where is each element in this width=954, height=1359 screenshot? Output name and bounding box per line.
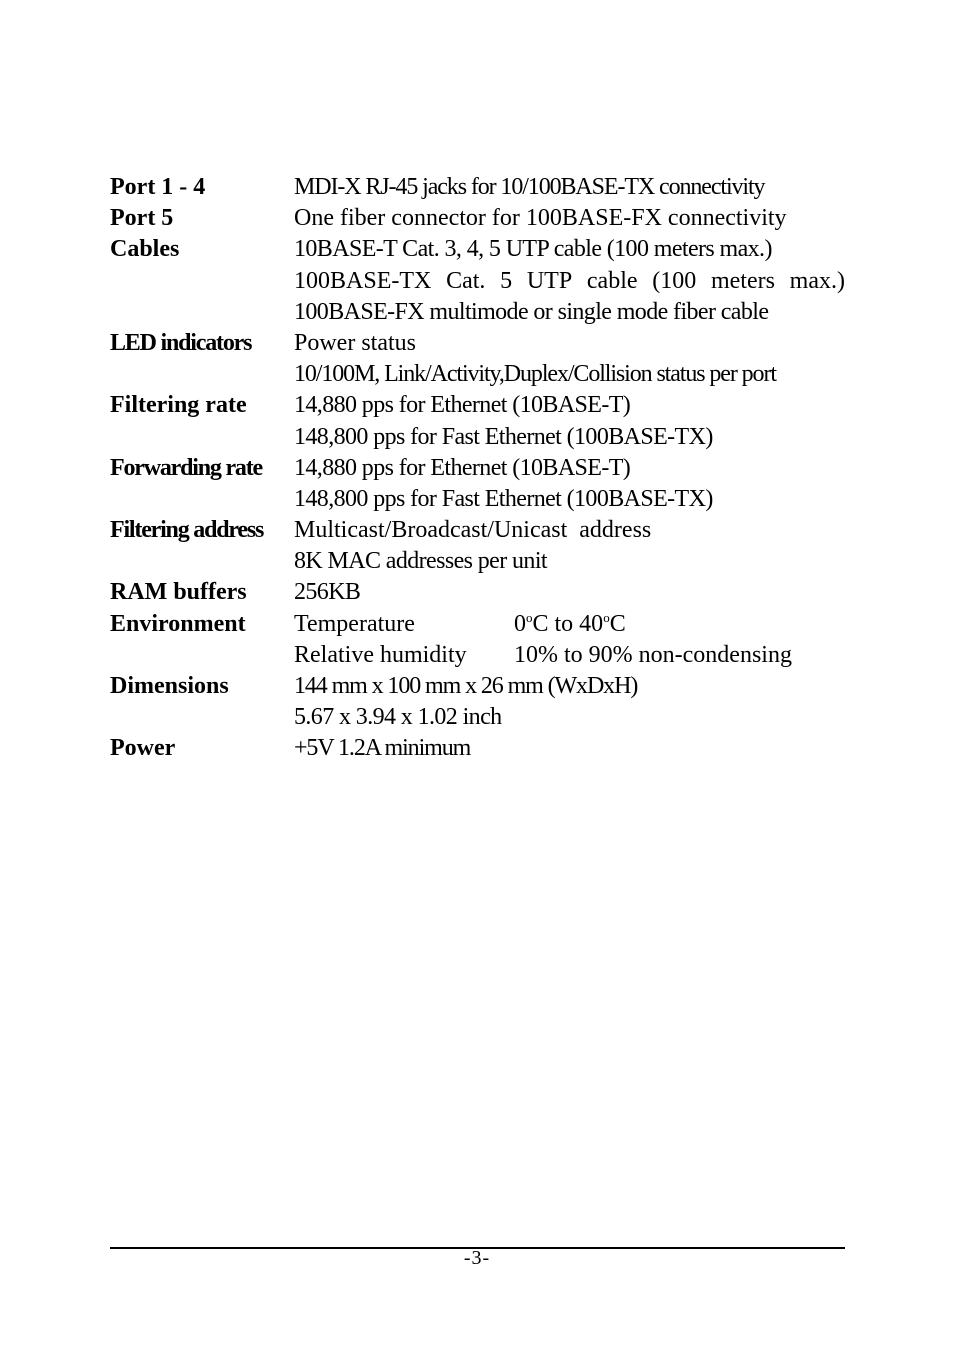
spec-word: 100BASE-TX <box>294 267 432 294</box>
spec-row-power <box>110 733 850 764</box>
spec-row-filtering-address <box>110 515 850 546</box>
spec-row-environment-cont <box>110 640 850 671</box>
spec-value: 5.67 x 3.94 x 1.02 inch <box>294 704 502 731</box>
spec-label: Power <box>110 735 176 762</box>
spec-value: 148,800 pps for Fast Ethernet (100BASE-TX) <box>294 423 713 450</box>
page-number: -3- <box>463 1247 491 1269</box>
spec-row-dimensions <box>110 671 850 702</box>
temp-to: C to 40 <box>532 610 604 637</box>
spec-label: Port 1 - 4 <box>110 174 206 200</box>
spec-row-filtering-rate <box>110 390 850 421</box>
spec-row-ram-buffers <box>110 577 850 608</box>
spec-word: (100 <box>652 267 697 294</box>
spec-label: Forwarding rate <box>110 454 262 481</box>
spec-label: Dimensions <box>110 673 229 699</box>
spec-value: Multicast/Broadcast/Unicast address <box>294 517 652 544</box>
spec-value: 14,880 pps for Ethernet (10BASE-T) <box>294 454 631 481</box>
spec-value: 256KB <box>294 579 361 606</box>
spec-word: cable <box>586 267 638 294</box>
spec-word: meters <box>710 267 775 294</box>
spec-row-port-1-4 <box>110 172 850 203</box>
spec-word: max.) <box>789 267 845 294</box>
spec-value: 14,880 pps for Ethernet (10BASE-T) <box>294 392 631 419</box>
spec-label: LED indicators <box>110 329 252 356</box>
spec-value: Relative humidity <box>294 641 467 668</box>
spec-row-environment <box>110 609 850 640</box>
spec-row-filtering-address-cont <box>110 546 850 577</box>
spec-row-filtering-rate-cont <box>110 422 850 453</box>
spec-value: 144 mm x 100 mm x 26 mm (WxDxH) <box>294 673 638 699</box>
temperature-range <box>514 609 626 640</box>
temp-min: 0 <box>514 610 526 637</box>
temp-unit: C <box>609 610 626 637</box>
spec-row-port-5 <box>110 203 850 234</box>
spec-value: 100BASE-FX multimode or single mode fiber cable <box>294 298 769 325</box>
spec-value: 10BASE-T Cat. 3, 4, 5 UTP cable (100 meters max.) <box>294 236 772 263</box>
spec-row-cables-cont <box>110 297 850 328</box>
spec-label: Environment <box>110 610 246 637</box>
spec-row-cables-cont <box>110 266 850 297</box>
spec-value: MDI-X RJ-45 jacks for 10/100BASE-TX connectivity <box>294 174 765 200</box>
spec-value-justified <box>294 266 845 297</box>
spec-value: One fiber connector for 100BASE-FX connectivity <box>294 205 787 232</box>
spec-row-led-indicators <box>110 328 850 359</box>
spec-label: Filtering rate <box>110 392 247 419</box>
spec-value: Power status <box>294 329 416 356</box>
degree-sign: o <box>526 609 533 625</box>
spec-word: Cat. <box>446 267 486 294</box>
spec-label: Filtering address <box>110 517 264 544</box>
spec-row-forwarding-rate-cont <box>110 484 850 515</box>
spec-row-forwarding-rate <box>110 453 850 484</box>
specifications-list <box>110 172 850 765</box>
spec-value: +5V 1.2A minimum <box>294 735 471 762</box>
spec-value: 8K MAC addresses per unit <box>294 548 547 575</box>
spec-value: 148,800 pps for Fast Ethernet (100BASE-TX) <box>294 485 713 512</box>
spec-label: Cables <box>110 236 180 263</box>
spec-label: RAM buffers <box>110 579 247 606</box>
spec-value: 10/100M, Link/Activity,Duplex/Collision status per port <box>294 361 776 388</box>
spec-word: UTP <box>526 267 573 294</box>
spec-row-dimensions-cont <box>110 702 850 733</box>
spec-value: Temperature <box>294 610 415 637</box>
spec-row-led-indicators-cont <box>110 359 850 390</box>
degree-sign: o <box>603 609 610 625</box>
spec-word: 5 <box>500 267 513 294</box>
spec-label: Port 5 <box>110 205 174 232</box>
humidity-range: 10% to 90% non-condensing <box>514 641 792 668</box>
spec-row-cables <box>110 234 850 265</box>
